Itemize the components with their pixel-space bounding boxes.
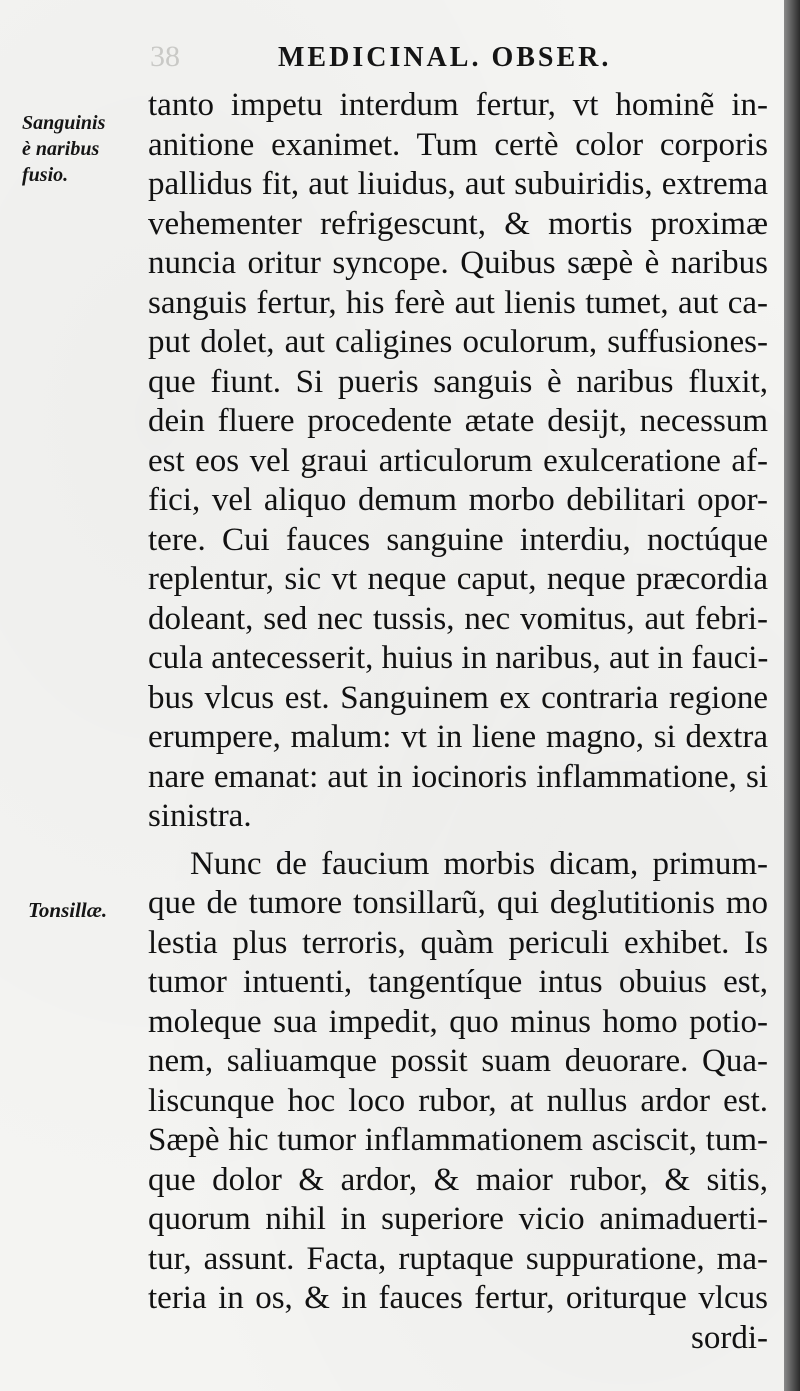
text-line: erumpere, malum: vt in liene magno, si dextra [148,719,768,755]
marginal-note-line: è naribus [22,138,100,160]
catchword: sordi- [691,1319,768,1356]
text-line: fici, vel aliquo demum morbo debilitari opor- [148,482,768,518]
text-line: dein fluere procedente ætate desijt, necessum [148,403,768,439]
text-line: bus vlcus est. Sanguinem ex contraria regione [148,679,768,716]
text-line: anitione exanimet. Tum certè color corporis [148,126,768,163]
text-line: vehementer refrigescunt, & mortis proximæ [148,205,768,242]
text-line: nem, saliuamque possit suam deuorare. Qua- [148,1043,768,1079]
text-line: Nunc de faucium morbis dicam, primum- [190,845,768,882]
text-line: sinistra. [148,798,252,834]
text-line: nuncia oritur syncope. Quibus sæpè è naribus [148,245,768,281]
text-line: que dolor & ardor, & maior rubor, & sitis, [148,1161,768,1198]
text-line: sanguis fertur, his ferè aut lienis tumet, aut ca- [148,284,768,321]
marginal-note-line: Sanguinis [22,112,106,134]
text-line: quorum nihil in superiore vicio animaduerti- [148,1201,768,1237]
text-line: doleant, sed nec tussis, nec vomitus, aut febri- [148,600,768,637]
text-line: que de tumore tonsillarũ, qui deglutitionis mo [148,885,768,921]
text-line: que fiunt. Si pueris sanguis è naribus fluxit, [148,363,768,400]
text-line: teria in os, & in fauces fertur, oriturque vlcus [148,1280,768,1316]
book-binding-edge [784,0,800,1391]
text-line: tumor intuenti, tangentíque intus obuius est, [148,964,768,1000]
body-text [148,86,768,1358]
text-line: tere. Cui fauces sanguine interdiu, noctúque [148,521,768,558]
text-line: liscunque hoc loco rubor, at nullus ardor est. [148,1082,768,1119]
marginal-note-tonsillae: Tonsillæ. [28,898,108,922]
text-line: cula antecesserit, huius in naribus, aut in fauci- [148,640,769,676]
marginal-note-line: fusio. [22,164,69,186]
text-line: Sæpè hic tumor inflammationem asciscit, tum- [148,1122,768,1158]
paragraph-break [148,837,768,845]
text-line: nare emanat: aut in iocinoris inflammatione, si [148,758,768,795]
text-line: tanto impetu interdum fertur, vt hominẽ in- [148,87,768,123]
text-line: moleque sua impedit, quo minus homo potio- [148,1003,768,1040]
text-line: replentur, sic vt neque caput, neque præcordia [148,561,768,597]
text-line: put dolet, aut caligines oculorum, suffusiones- [148,324,768,360]
text-line: lestia plus terroris, quàm periculi exhibet. Is [148,924,768,961]
text-line: est eos vel graui articulorum exulceratione af- [148,442,768,479]
marginal-note-sanguinis [22,110,134,188]
page-number: 38 [150,40,180,73]
text-line: pallidus fit, aut liuidus, aut subuiridis, extrema [148,166,768,202]
text-line: tur, assunt. Facta, ruptaque suppuratione, ma- [148,1240,768,1277]
running-head: MEDICINAL. OBSER. [278,42,612,73]
